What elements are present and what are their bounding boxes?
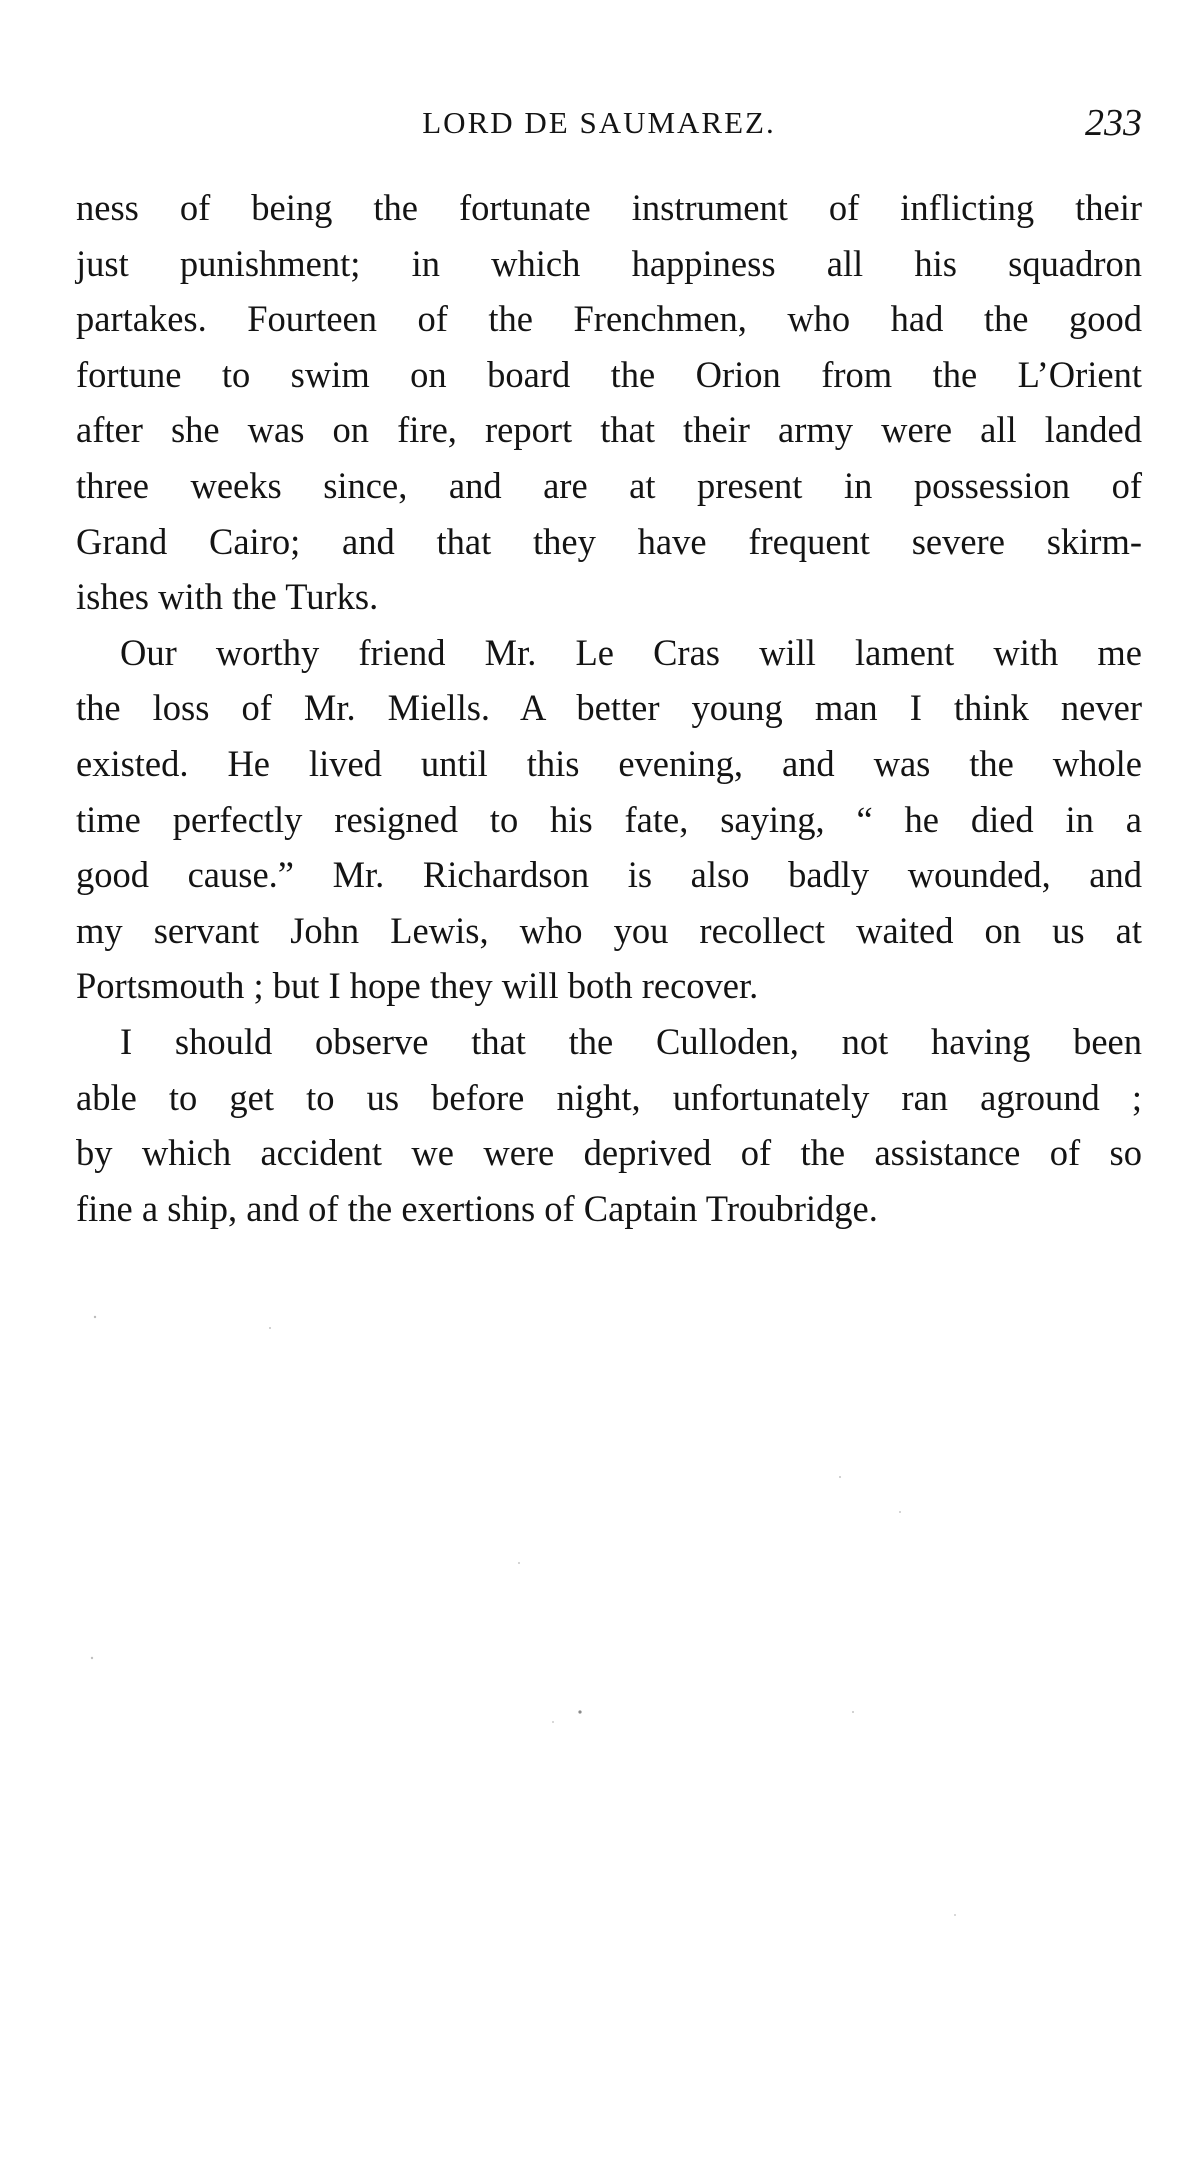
text-line: able to get to us before night, unfortunately ran aground ; bbox=[76, 1076, 1142, 1118]
text-line: ness of being the fortunate instrument of inflicting their bbox=[76, 187, 1142, 228]
text-line: ishes with the Turks. bbox=[76, 576, 379, 618]
text-line: good cause.” Mr. Richardson is also badly wounded, and bbox=[76, 854, 1142, 896]
text-line: three weeks since, and are at present in possession of bbox=[76, 464, 1142, 506]
text-line: partakes. Fourteen of the Frenchmen, who had the good bbox=[76, 298, 1142, 340]
text-line: by which accident we were deprived of the assistance of so bbox=[76, 1132, 1142, 1174]
text-line: fortune to swim on board the Orion from the L’Orient bbox=[76, 353, 1142, 395]
text-line: Portsmouth ; but I hope they will both recover. bbox=[76, 965, 759, 1007]
text-line: my servant John Lewis, who you recollect waited on us at bbox=[76, 909, 1142, 951]
text-line: I should observe that the Culloden, not having been bbox=[120, 1020, 1142, 1062]
text-line: the loss of Mr. Miells. A better young man I think never bbox=[76, 687, 1142, 729]
text-line: fine a ship, and of the exertions of Captain Troubridge. bbox=[76, 1187, 878, 1229]
text-line: Our worthy friend Mr. Le Cras will lament with me bbox=[120, 631, 1142, 673]
text-line: after she was on fire, report that their army were all landed bbox=[76, 409, 1142, 451]
page-number: 233 bbox=[1085, 102, 1142, 144]
text-line: Grand Cairo; and that they have frequent severe skirm- bbox=[76, 520, 1142, 562]
text-line: time perfectly resigned to his fate, saying, “ he died in a bbox=[76, 798, 1142, 840]
running-title: LORD DE SAUMAREZ. bbox=[422, 105, 776, 140]
text-line: existed. He lived until this evening, and was the whole bbox=[76, 742, 1142, 784]
text-line: just punishment; in which happiness all his squadron bbox=[76, 242, 1142, 284]
